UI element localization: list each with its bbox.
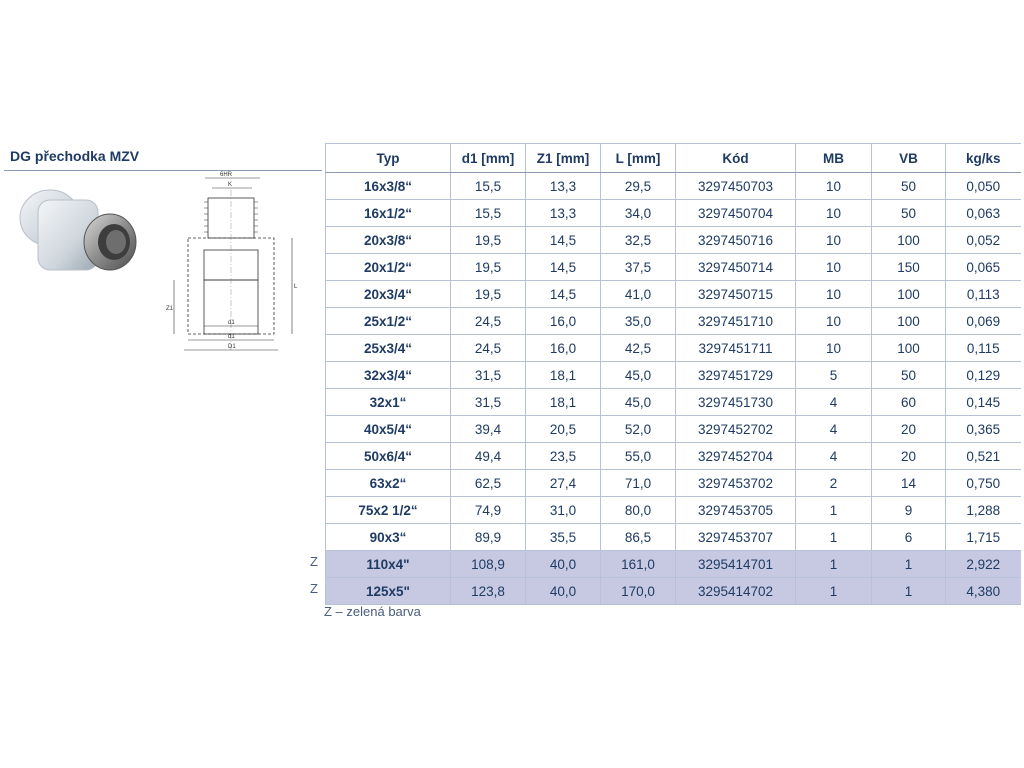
cell-vb: 20	[872, 416, 946, 443]
cell-z1: 14,5	[526, 227, 601, 254]
cell-l: 80,0	[601, 497, 676, 524]
cell-kg: 1,288	[946, 497, 1021, 524]
cell-d1: 24,5	[451, 335, 526, 362]
cell-kod: 3297450714	[676, 254, 796, 281]
header-typ: Typ	[326, 144, 451, 173]
cell-mb: 1	[796, 524, 872, 551]
cell-kg: 0,050	[946, 173, 1021, 200]
cell-l: 52,0	[601, 416, 676, 443]
green-marker: Z	[310, 554, 318, 569]
cell-vb: 20	[872, 443, 946, 470]
table-row	[326, 578, 1021, 605]
cell-typ: 32x1“	[326, 389, 451, 416]
table-row	[326, 335, 1021, 362]
cell-kod: 3297453705	[676, 497, 796, 524]
cell-l: 45,0	[601, 362, 676, 389]
cell-d1: 15,5	[451, 200, 526, 227]
drawing-label-D1: D1	[228, 344, 236, 350]
cell-mb: 10	[796, 173, 872, 200]
header-mb: MB	[796, 144, 872, 173]
cell-l: 45,0	[601, 389, 676, 416]
cell-mb: 5	[796, 362, 872, 389]
cell-l: 29,5	[601, 173, 676, 200]
header-vb: VB	[872, 144, 946, 173]
cell-kg: 0,069	[946, 308, 1021, 335]
cell-l: 170,0	[601, 578, 676, 605]
cell-l: 86,5	[601, 524, 676, 551]
cell-mb: 1	[796, 551, 872, 578]
cell-mb: 2	[796, 470, 872, 497]
cell-z1: 27,4	[526, 470, 601, 497]
cell-kg: 0,365	[946, 416, 1021, 443]
spec-table	[325, 143, 1021, 605]
table-row	[326, 227, 1021, 254]
cell-kod: 3297451729	[676, 362, 796, 389]
table-row	[326, 443, 1021, 470]
cell-mb: 4	[796, 389, 872, 416]
cell-kod: 3297451730	[676, 389, 796, 416]
cell-kg: 1,715	[946, 524, 1021, 551]
cell-z1: 13,3	[526, 173, 601, 200]
cell-mb: 10	[796, 200, 872, 227]
cell-d1: 15,5	[451, 173, 526, 200]
cell-l: 161,0	[601, 551, 676, 578]
cell-l: 55,0	[601, 443, 676, 470]
cell-d1: 108,9	[451, 551, 526, 578]
cell-vb: 60	[872, 389, 946, 416]
table-row	[326, 308, 1021, 335]
cell-vb: 9	[872, 497, 946, 524]
cell-kg: 0,750	[946, 470, 1021, 497]
cell-z1: 40,0	[526, 551, 601, 578]
cell-kg: 0,521	[946, 443, 1021, 470]
product-photo	[10, 180, 150, 290]
cell-kod: 3295414702	[676, 578, 796, 605]
cell-vb: 1	[872, 578, 946, 605]
drawing-label-z1: Z1	[166, 306, 174, 312]
drawing-label-l: L	[294, 284, 298, 290]
cell-vb: 100	[872, 281, 946, 308]
color-note: Z – zelená barva	[324, 604, 421, 619]
cell-l: 37,5	[601, 254, 676, 281]
cell-vb: 50	[872, 173, 946, 200]
cell-z1: 31,0	[526, 497, 601, 524]
cell-kg: 0,052	[946, 227, 1021, 254]
cell-kod: 3297450715	[676, 281, 796, 308]
cell-kod: 3297450703	[676, 173, 796, 200]
cell-z1: 23,5	[526, 443, 601, 470]
cell-d1: 31,5	[451, 362, 526, 389]
table-header-row	[326, 144, 1021, 173]
table-row	[326, 281, 1021, 308]
cell-z1: 16,0	[526, 335, 601, 362]
cell-typ: 32x3/4“	[326, 362, 451, 389]
table-row	[326, 173, 1021, 200]
cell-d1: 123,8	[451, 578, 526, 605]
cell-kod: 3297450716	[676, 227, 796, 254]
cell-kg: 0,065	[946, 254, 1021, 281]
drawing-label-k: K	[228, 182, 233, 188]
cell-l: 32,5	[601, 227, 676, 254]
cell-vb: 6	[872, 524, 946, 551]
cell-kod: 3295414701	[676, 551, 796, 578]
cell-typ: 20x1/2“	[326, 254, 451, 281]
cell-kg: 2,922	[946, 551, 1021, 578]
table-row	[326, 200, 1021, 227]
cell-d1: 62,5	[451, 470, 526, 497]
drawing-label-d1: d1	[228, 334, 235, 340]
table-row	[326, 362, 1021, 389]
cell-typ: 20x3/4“	[326, 281, 451, 308]
cell-kg: 0,063	[946, 200, 1021, 227]
cell-d1: 31,5	[451, 389, 526, 416]
header-z1: Z1 [mm]	[526, 144, 601, 173]
cell-typ: 50x6/4“	[326, 443, 451, 470]
cell-vb: 50	[872, 200, 946, 227]
cell-typ: 20x3/8“	[326, 227, 451, 254]
cell-l: 71,0	[601, 470, 676, 497]
cell-typ: 90x3“	[326, 524, 451, 551]
cell-typ: 16x3/8“	[326, 173, 451, 200]
cell-typ: 25x3/4“	[326, 335, 451, 362]
cell-mb: 10	[796, 335, 872, 362]
drawing-label-top: 6HR	[220, 172, 233, 178]
technical-drawing	[160, 170, 310, 360]
cell-z1: 35,5	[526, 524, 601, 551]
cell-mb: 10	[796, 254, 872, 281]
table-row	[326, 389, 1021, 416]
cell-mb: 1	[796, 497, 872, 524]
cell-vb: 1	[872, 551, 946, 578]
cell-d1: 24,5	[451, 308, 526, 335]
cell-typ: 16x1/2“	[326, 200, 451, 227]
cell-z1: 18,1	[526, 389, 601, 416]
cell-typ: 40x5/4“	[326, 416, 451, 443]
cell-vb: 14	[872, 470, 946, 497]
cell-d1: 49,4	[451, 443, 526, 470]
cell-z1: 20,5	[526, 416, 601, 443]
table-row	[326, 254, 1021, 281]
cell-kg: 0,129	[946, 362, 1021, 389]
cell-z1: 13,3	[526, 200, 601, 227]
cell-l: 35,0	[601, 308, 676, 335]
header-l: L [mm]	[601, 144, 676, 173]
cell-z1: 14,5	[526, 281, 601, 308]
cell-d1: 19,5	[451, 227, 526, 254]
cell-mb: 10	[796, 227, 872, 254]
product-title: DG přechodka MZV	[10, 148, 140, 164]
table-row	[326, 524, 1021, 551]
cell-mb: 1	[796, 578, 872, 605]
cell-l: 34,0	[601, 200, 676, 227]
table-row	[326, 416, 1021, 443]
table-row	[326, 470, 1021, 497]
cell-vb: 100	[872, 227, 946, 254]
cell-kg: 0,115	[946, 335, 1021, 362]
cell-vb: 100	[872, 308, 946, 335]
cell-typ: 125x5"	[326, 578, 451, 605]
cell-typ: 75x2 1/2“	[326, 497, 451, 524]
cell-d1: 19,5	[451, 281, 526, 308]
cell-l: 42,5	[601, 335, 676, 362]
cell-kod: 3297453702	[676, 470, 796, 497]
drawing-label-d1-inner: d1	[228, 320, 235, 326]
cell-vb: 100	[872, 335, 946, 362]
cell-z1: 40,0	[526, 578, 601, 605]
cell-mb: 4	[796, 416, 872, 443]
green-marker: Z	[310, 581, 318, 596]
cell-typ: 25x1/2“	[326, 308, 451, 335]
cell-kg: 0,113	[946, 281, 1021, 308]
cell-mb: 10	[796, 281, 872, 308]
cell-kod: 3297452702	[676, 416, 796, 443]
cell-d1: 74,9	[451, 497, 526, 524]
cell-kod: 3297452704	[676, 443, 796, 470]
header-d1: d1 [mm]	[451, 144, 526, 173]
table-row	[326, 497, 1021, 524]
cell-kg: 4,380	[946, 578, 1021, 605]
cell-d1: 39,4	[451, 416, 526, 443]
header-kg: kg/ks	[946, 144, 1021, 173]
cell-kod: 3297451711	[676, 335, 796, 362]
cell-typ: 63x2“	[326, 470, 451, 497]
cell-typ: 110x4"	[326, 551, 451, 578]
cell-kod: 3297451710	[676, 308, 796, 335]
cell-vb: 150	[872, 254, 946, 281]
cell-l: 41,0	[601, 281, 676, 308]
cell-z1: 14,5	[526, 254, 601, 281]
table-row	[326, 551, 1021, 578]
header-kod: Kód	[676, 144, 796, 173]
cell-z1: 18,1	[526, 362, 601, 389]
cell-mb: 4	[796, 443, 872, 470]
cell-kod: 3297450704	[676, 200, 796, 227]
cell-d1: 89,9	[451, 524, 526, 551]
cell-vb: 50	[872, 362, 946, 389]
cell-z1: 16,0	[526, 308, 601, 335]
cell-kg: 0,145	[946, 389, 1021, 416]
cell-kod: 3297453707	[676, 524, 796, 551]
cell-d1: 19,5	[451, 254, 526, 281]
cell-mb: 10	[796, 308, 872, 335]
